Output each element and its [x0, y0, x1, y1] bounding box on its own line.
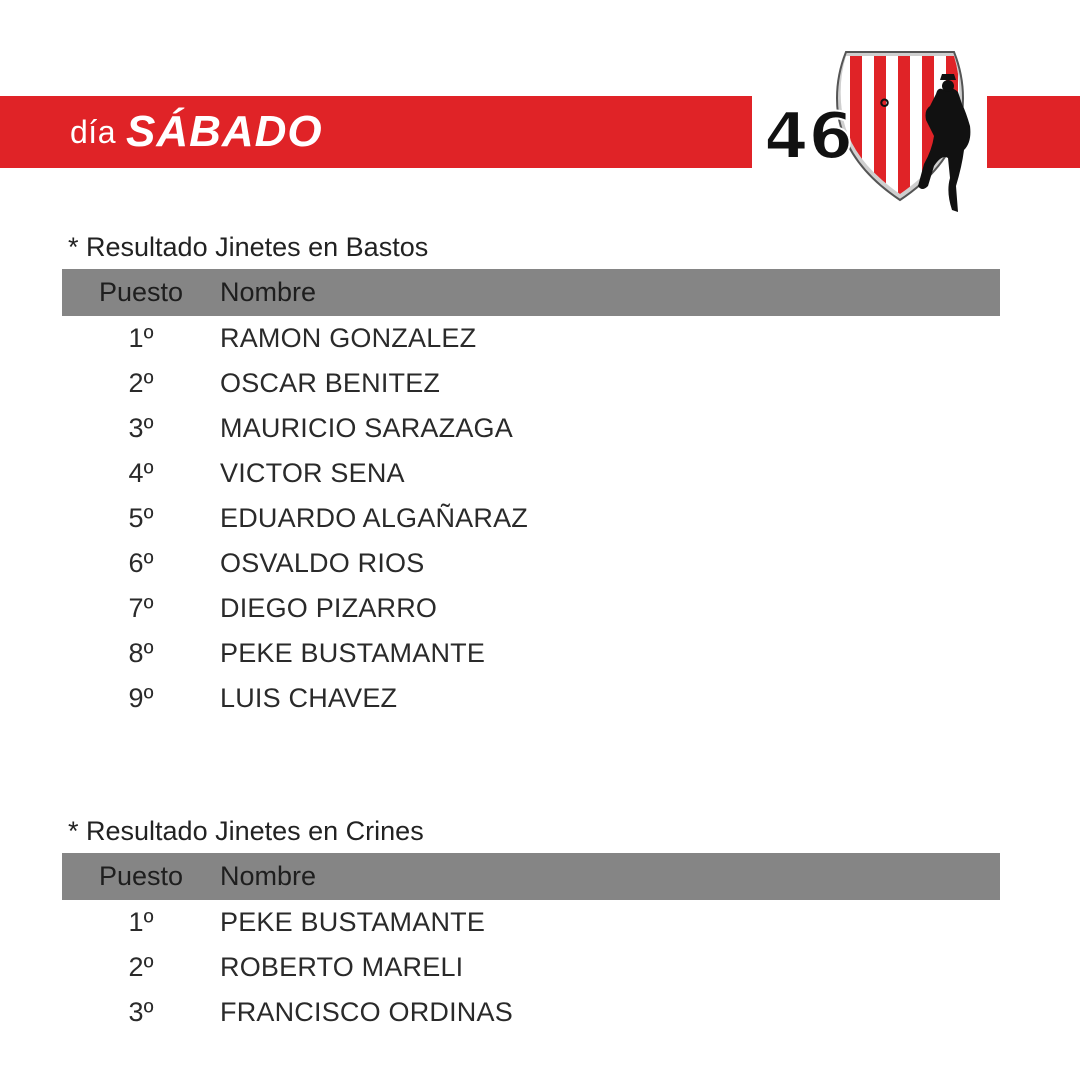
row-name: RAMON GONZALEZ [220, 323, 477, 353]
row-position: 4º [128, 458, 154, 488]
results-table-crines [62, 853, 1000, 1035]
club-logo [758, 46, 984, 216]
table-header [62, 853, 1000, 900]
table-row [62, 631, 1000, 676]
row-position: 9º [128, 683, 154, 713]
row-name: EDUARDO ALGAÑARAZ [220, 503, 528, 533]
table-row [62, 945, 1000, 990]
table-row [62, 316, 1000, 361]
table-row [62, 541, 1000, 586]
row-name: FRANCISCO ORDINAS [220, 997, 513, 1027]
table-row [62, 406, 1000, 451]
section-title-crines: * Resultado Jinetes en Crines [68, 816, 424, 846]
row-position: 3º [128, 413, 154, 443]
row-name: DIEGO PIZARRO [220, 593, 438, 623]
row-name: MAURICIO SARAZAGA [220, 413, 513, 443]
row-name: PEKE BUSTAMANTE [220, 638, 486, 668]
logo-degree: ° [878, 95, 891, 125]
header-day: SÁBADO [125, 107, 323, 156]
header-banner-right [987, 96, 1080, 168]
row-position: 3º [128, 997, 154, 1027]
logo-number: 46 [764, 100, 854, 174]
table-row [62, 586, 1000, 631]
row-position: 5º [128, 503, 154, 533]
results-table-bastos [62, 269, 1000, 721]
table-header [62, 269, 1000, 316]
column-header-nombre: Nombre [220, 861, 317, 891]
table-row [62, 676, 1000, 721]
row-name: LUIS CHAVEZ [220, 683, 398, 713]
row-position: 6º [128, 548, 154, 578]
row-position: 2º [128, 952, 154, 982]
row-name: ROBERTO MARELI [220, 952, 464, 982]
section-title-bastos: * Resultado Jinetes en Bastos [68, 232, 429, 262]
row-name: OSCAR BENITEZ [220, 368, 441, 398]
table-row [62, 361, 1000, 406]
table-row [62, 451, 1000, 496]
table-row [62, 496, 1000, 541]
row-name: VICTOR SENA [220, 458, 405, 488]
row-position: 1º [128, 907, 154, 937]
row-position: 7º [128, 593, 154, 623]
row-position: 1º [128, 323, 154, 353]
table-row [62, 990, 1000, 1035]
header-prefix: día [70, 113, 116, 150]
row-position: 8º [128, 638, 154, 668]
row-name: PEKE BUSTAMANTE [220, 907, 486, 937]
column-header-puesto: Puesto [98, 861, 184, 891]
column-header-puesto: Puesto [98, 277, 184, 307]
header-title [70, 96, 323, 168]
column-header-nombre: Nombre [220, 277, 317, 307]
row-name: OSVALDO RIOS [220, 548, 425, 578]
table-row [62, 900, 1000, 945]
row-position: 2º [128, 368, 154, 398]
